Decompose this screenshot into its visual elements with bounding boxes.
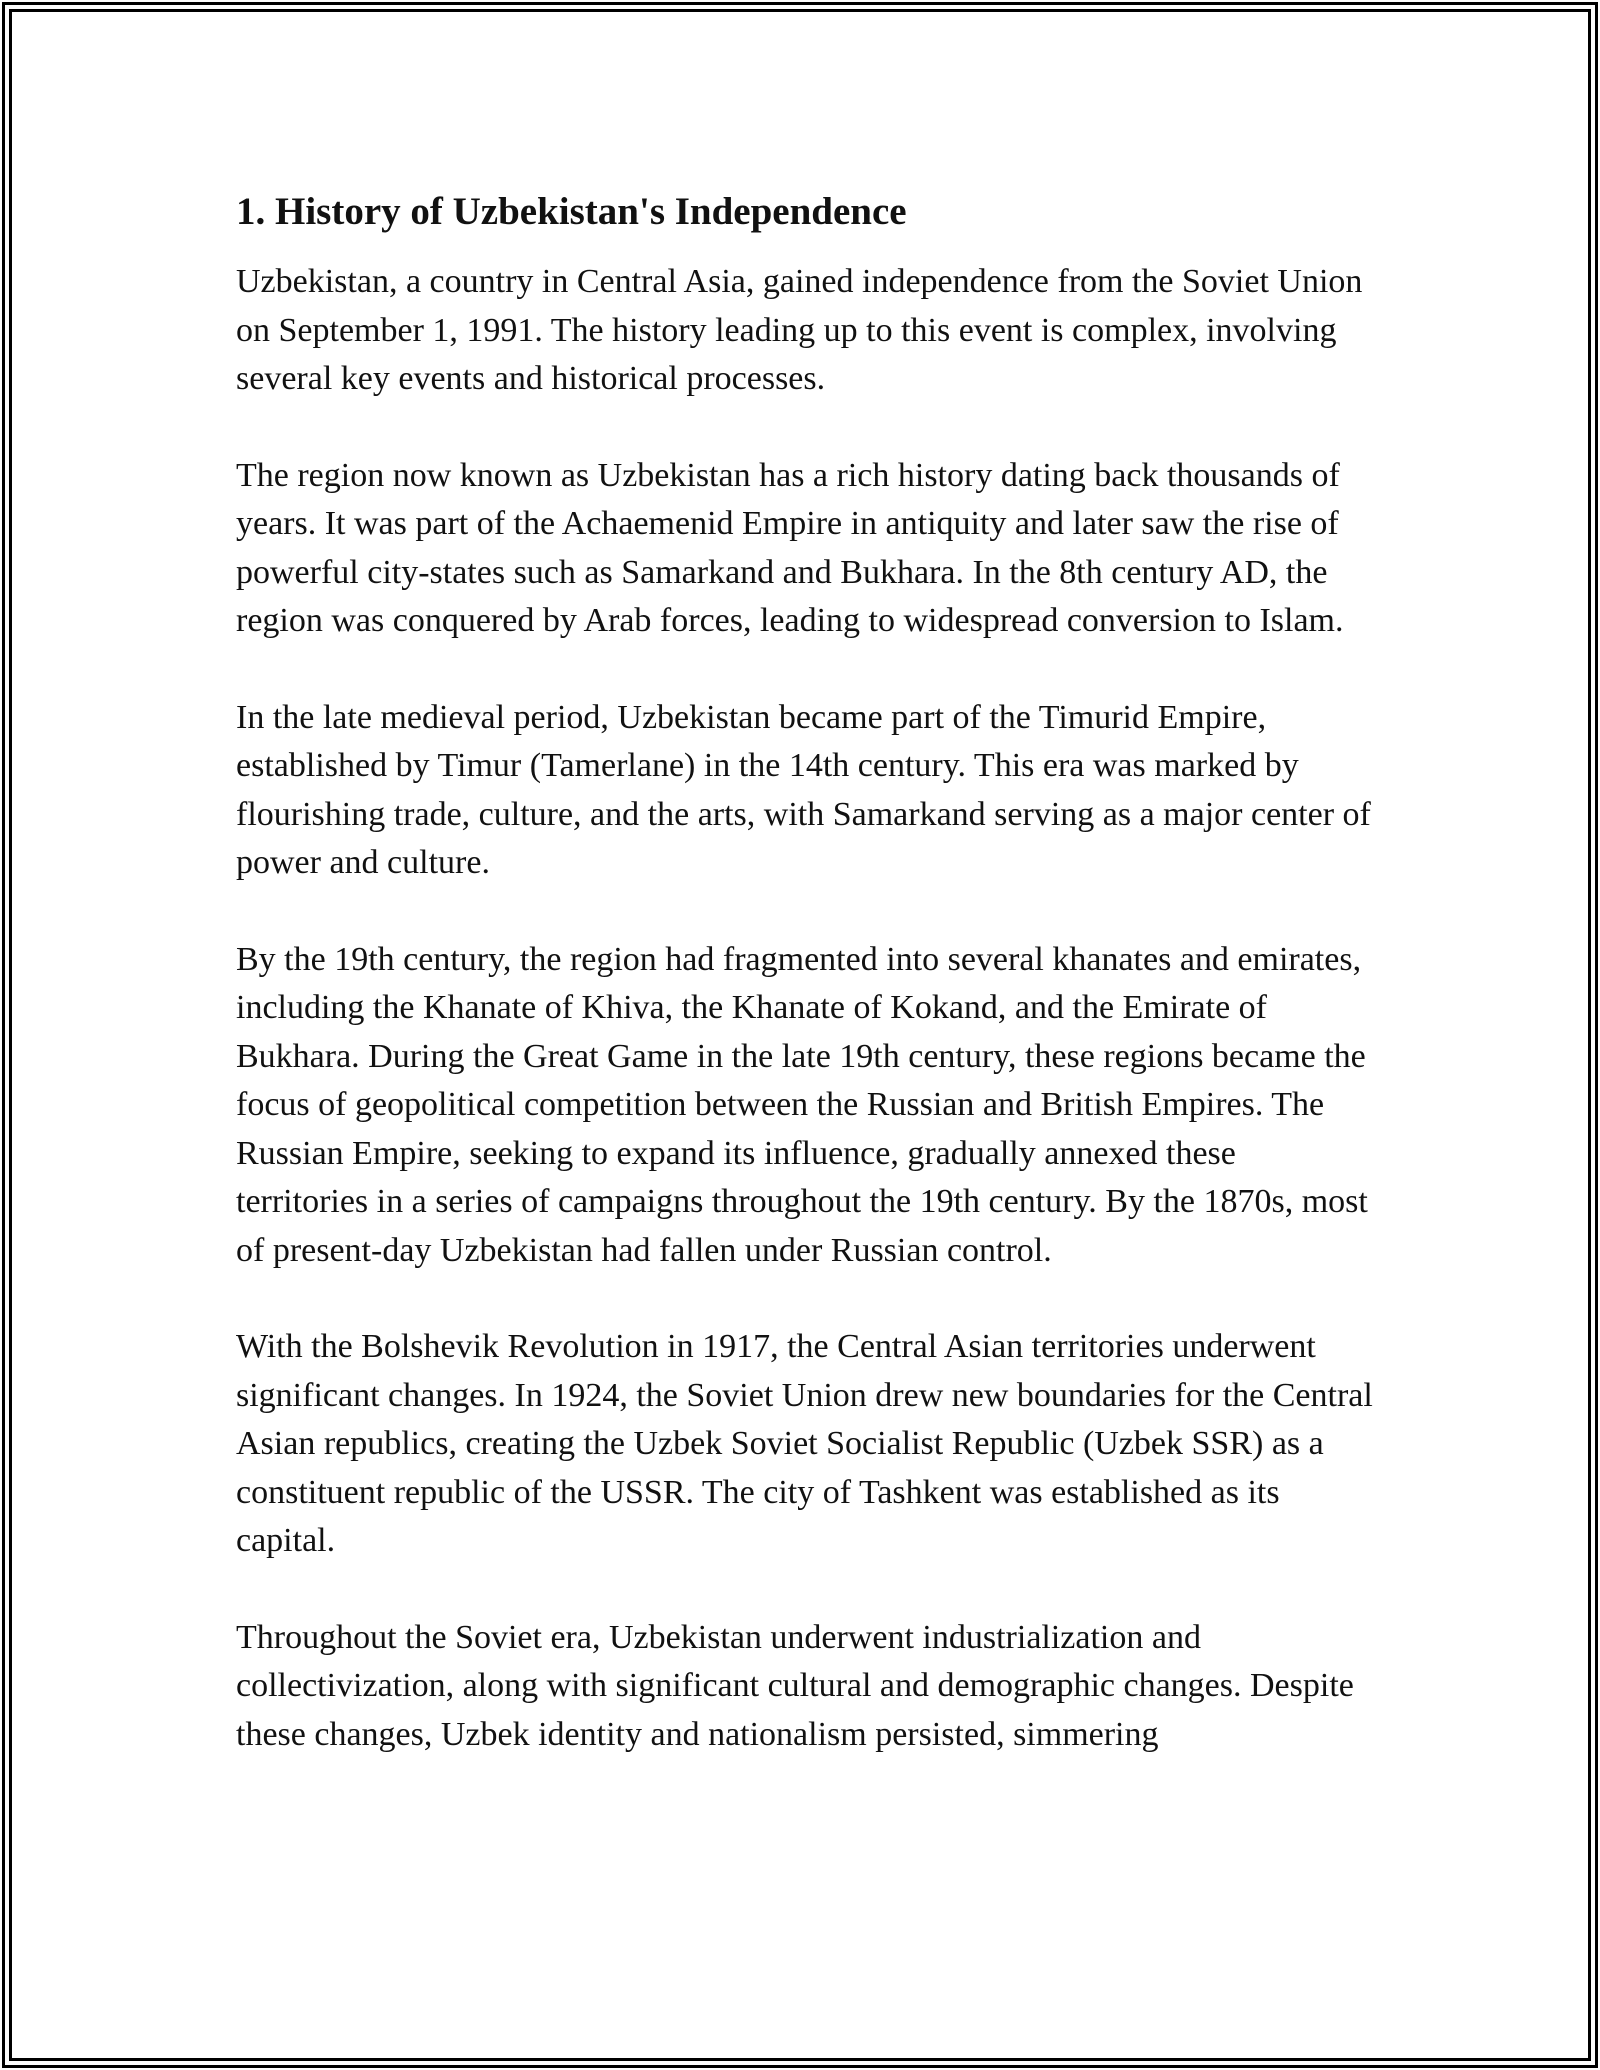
paragraph-soviet-era: Throughout the Soviet era, Uzbekistan underwent industrialization and collectivization, along with significant cultural and demographic changes. Despite these changes, Uzbek identity and nationalism persisted, simmering	[236, 1618, 1354, 1753]
paragraph-timurid-empire: In the late medieval period, Uzbekistan became part of the Timurid Empire, established by Timur (Tamerlane) in the 14th century. This era was marked by flourishing trade, culture, and the arts, with Samarkand serving as a major center of power and culture.	[236, 698, 1371, 881]
paragraph-intro: Uzbekistan, a country in Central Asia, gained independence from the Soviet Union on September 1, 1991. The history leading up to this event is complex, involving several key events and historical processes.	[236, 263, 1363, 397]
document-body	[236, 186, 1376, 1807]
section-title: 1. History of Uzbekistan's Independence	[236, 190, 907, 233]
paragraph-russian-annexation: By the 19th century, the region had fragmented into several khanates and emirates, including the Khanate of Khiva, the Khanate of Kokand, and the Emirate of Bukhara. During the Great Game in the late 19th century, these regions became the focus of geopolitical competition between the Russian and British Empires. The Russian Empire, seeking to expand its influence, gradually annexed these territories in a series of campaigns throughout the 19th century. By the 1870s, most of present-day Uzbekistan had fallen under Russian control.	[236, 940, 1368, 1269]
paragraph-soviet-boundaries: With the Bolshevik Revolution in 1917, the Central Asian territories underwent significant changes. In 1924, the Soviet Union drew new boundaries for the Central Asian republics, creating the Uzbek Soviet Socialist Republic (Uzbek SSR) as a constituent republic of the USSR. The city of Tashkent was established as its capital.	[236, 1328, 1373, 1559]
paragraph-ancient-history: The region now known as Uzbekistan has a rich history dating back thousands of years. It was part of the Achaemenid Empire in antiquity and later saw the rise of powerful city-states such as Samarkand and Bukhara. In the 8th century AD, the region was conquered by Arab forces, leading to widespread conversion to Islam.	[236, 456, 1344, 639]
